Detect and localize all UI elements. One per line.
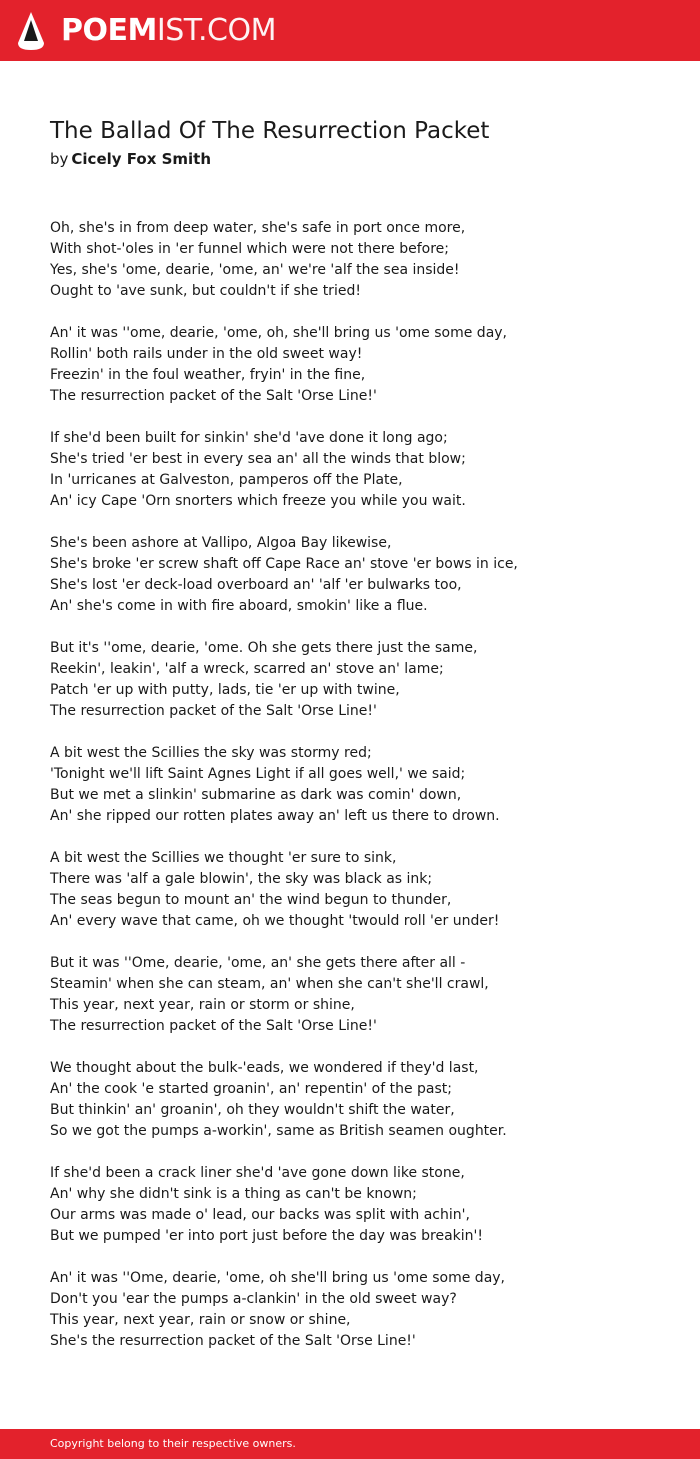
poem-header [50,116,660,170]
poem-line: But we met a slinkin' submarine as dark was comin' down, [50,787,462,803]
byline [50,148,660,170]
poem-line: But it's ''ome, dearie, 'ome. Oh she gets there just the same, [50,640,478,656]
poem-line: Oh, she's in from deep water, she's safe in port once more, [50,220,466,236]
poem-line: An' why she didn't sink is a thing as can't be known; [50,1186,417,1202]
stanza [50,1058,670,1142]
poem-line: This year, next year, rain or storm or shine, [50,997,355,1013]
poem-line: A bit west the Scillies the sky was stormy red; [50,745,372,761]
stanza [50,743,670,827]
stanza [50,848,670,932]
pencil-tip-icon[interactable] [17,11,45,51]
logo-text-light: IST.COM [156,12,276,48]
poem-line: An' it was ''Ome, dearie, 'ome, oh she'll bring us 'ome some day, [50,1270,506,1286]
poem-line: Don't you 'ear the pumps a-clankin' in the old sweet way? [50,1291,457,1307]
stanza [50,533,670,617]
site-logo[interactable] [61,12,276,48]
poem-line: She's broke 'er screw shaft off Cape Race an' stove 'er bows in ice, [50,556,518,572]
poem-line: If she'd been built for sinkin' she'd 'ave done it long ago; [50,430,448,446]
poem-line: Freezin' in the foul weather, fryin' in the fine, [50,367,366,383]
stanza [50,1268,670,1352]
poem-line: Patch 'er up with putty, lads, tie 'er up with twine, [50,682,400,698]
poem-line: Ought to 'ave sunk, but couldn't if she tried! [50,283,361,299]
author-name: Cicely Fox Smith [71,150,212,168]
poem-line: The resurrection packet of the Salt 'Orse Line!' [50,703,377,719]
poem-line: A bit west the Scillies we thought 'er sure to sink, [50,850,397,866]
poem-line: This year, next year, rain or snow or shine, [50,1312,351,1328]
poem-line: Reekin', leakin', 'alf a wreck, scarred an' stove an' lame; [50,661,444,677]
poem-line: Steamin' when she can steam, an' when she can't she'll crawl, [50,976,489,992]
stanza [50,638,670,722]
poem-line: In 'urricanes at Galveston, pamperos off the Plate, [50,472,403,488]
logo-text-bold: POEM [61,12,157,48]
poem-line: The seas begun to mount an' the wind begun to thunder, [50,892,452,908]
site-footer [0,1429,700,1459]
poem-line: But it was ''Ome, dearie, 'ome, an' she gets there after all - [50,955,466,971]
stanza [50,953,670,1037]
stanza [50,428,670,512]
poem-line: An' the cook 'e started groanin', an' repentin' of the past; [50,1081,452,1097]
poem-line: An' icy Cape 'Orn snorters which freeze you while you wait. [50,493,466,509]
poem-line: If she'd been a crack liner she'd 'ave gone down like stone, [50,1165,465,1181]
poem-line: She's lost 'er deck-load overboard an' 'alf 'er bulwarks too, [50,577,462,593]
poem-body [50,218,670,1373]
poem-line: An' she ripped our rotten plates away an' left us there to drown. [50,808,500,824]
poem-line: An' she's come in with fire aboard, smokin' like a flue. [50,598,428,614]
site-header [0,0,700,61]
poem-line: There was 'alf a gale blowin', the sky was black as ink; [50,871,433,887]
stanza [50,1163,670,1247]
poem-line: But thinkin' an' groanin', oh they wouldn't shift the water, [50,1102,455,1118]
poem-line: The resurrection packet of the Salt 'Orse Line!' [50,1018,377,1034]
poem-line: Our arms was made o' lead, our backs was split with achin', [50,1207,470,1223]
poem-line: With shot-'oles in 'er funnel which were not there before; [50,241,449,257]
copyright-text: Copyright belong to their respective owners. [50,1437,296,1450]
stanza [50,218,670,302]
stanza [50,323,670,407]
poem-line: Yes, she's 'ome, dearie, 'ome, an' we're 'alf the sea inside! [50,262,460,278]
poem-line: Rollin' both rails under in the old sweet way! [50,346,363,362]
poem-title: The Ballad Of The Resurrection Packet [50,118,490,144]
by-label: by [50,150,69,168]
poem-line: She's the resurrection packet of the Salt 'Orse Line!' [50,1333,416,1349]
poem-line: An' it was ''ome, dearie, 'ome, oh, she'll bring us 'ome some day, [50,325,508,341]
poem-line: She's been ashore at Vallipo, Algoa Bay likewise, [50,535,392,551]
poem-line: The resurrection packet of the Salt 'Orse Line!' [50,388,377,404]
poem-line: An' every wave that came, oh we thought 'twould roll 'er under! [50,913,500,929]
poem-line: But we pumped 'er into port just before the day was breakin'! [50,1228,484,1244]
poem-line: So we got the pumps a-workin', same as British seamen oughter. [50,1123,507,1139]
poem-line: She's tried 'er best in every sea an' all the winds that blow; [50,451,466,467]
poem-line: 'Tonight we'll lift Saint Agnes Light if all goes well,' we said; [50,766,466,782]
poem-line: We thought about the bulk-'eads, we wondered if they'd last, [50,1060,479,1076]
